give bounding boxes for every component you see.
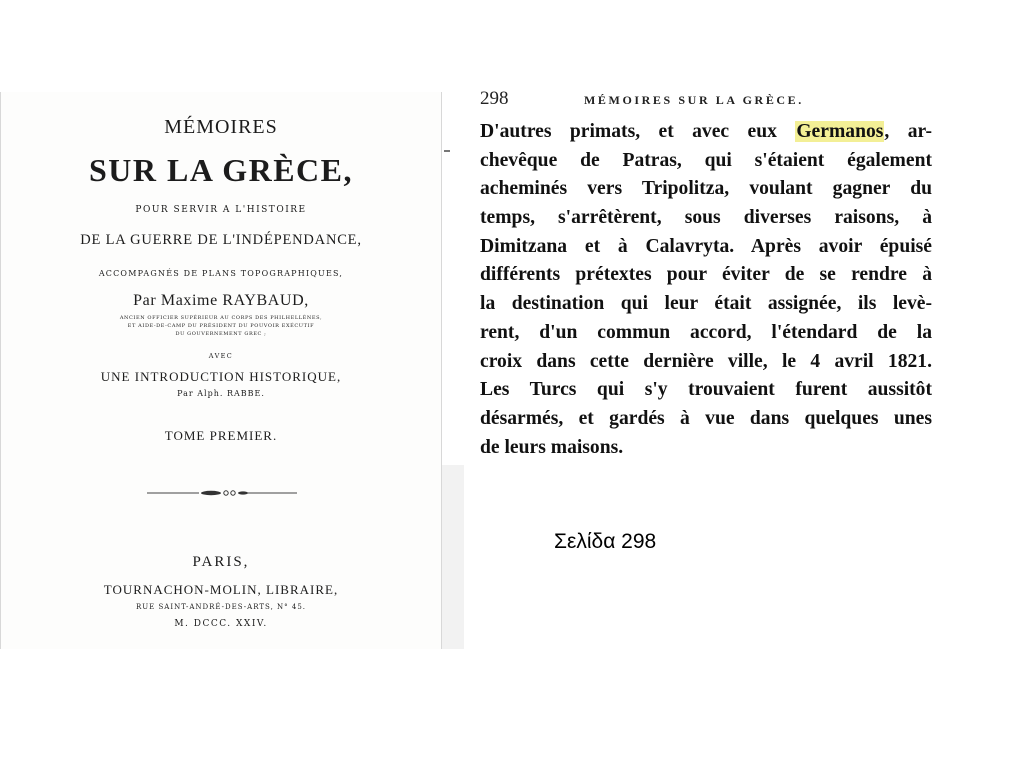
author-credentials-line: ANCIEN OFFICIER SUPÉRIEUR AU CORPS DES PHILHELLÈNES,: [119, 315, 323, 321]
text-line: rent, d'un commun accord, l'étendard de la: [480, 321, 932, 343]
page-number: 298: [480, 88, 509, 109]
imprint-publisher: TOURNACHON-MOLIN, LIBRAIRE,: [103, 582, 339, 597]
highlighted-word: Germanos: [796, 121, 884, 142]
title-page-scan: [0, 92, 442, 649]
volume-line: TOME PREMIER.: [164, 428, 278, 443]
text-line: Dimitzana et à Calavryta. Après avoir épuisé: [480, 235, 932, 257]
text-line: différents prétextes pour éviter de se rendre à: [480, 264, 932, 286]
subtitle-line-war: DE LA GUERRE DE L'INDÉPENDANCE,: [80, 232, 362, 248]
page-caption: Σελίδα 298: [554, 530, 657, 553]
text-line: la destination qui leur était assignée, ils levè-: [480, 293, 932, 315]
body-text: [480, 118, 932, 462]
text-line: [480, 118, 932, 147]
introduction-author-line: Par Alph. RABBE.: [177, 389, 265, 398]
title-line-memoires: MÉMOIRES: [164, 116, 278, 138]
author-credentials-line: ET AIDE-DE-CAMP DU PRÉSIDENT DU POUVOIR EXÉCUTIF: [127, 323, 315, 329]
text-line-end: , ar-: [884, 121, 932, 142]
imprint-address: RUE SAINT-ANDRÉ-DES-ARTS, N° 45.: [135, 603, 307, 611]
author-credentials: [1, 314, 441, 338]
text-line: croix dans cette dernière ville, le 4 avril 1821.: [480, 350, 932, 372]
scan-gutter: [442, 465, 464, 649]
text-line: Les Turcs qui s'y trouvaient furent aussitôt: [480, 379, 932, 401]
author-credentials-line: DU GOUVERNEMENT GREC ;: [175, 331, 267, 337]
subtitle-line-purpose: POUR SERVIR A L'HISTOIRE: [135, 205, 307, 215]
title-line-main: SUR LA GRÈCE,: [89, 152, 353, 188]
introduction-line: UNE INTRODUCTION HISTORIQUE,: [100, 369, 342, 384]
running-title: MÉMOIRES SUR LA GRÈCE.: [584, 93, 804, 107]
imprint-city: PARIS,: [192, 554, 250, 570]
ornament-divider-icon: [147, 490, 297, 496]
text-line: désarmés, et gardés à vue dans quelques unes: [480, 407, 932, 429]
author-line: Par Maxime RAYBAUD,: [133, 292, 309, 309]
margin-mark: [444, 150, 450, 152]
running-head: [480, 88, 940, 110]
avec-line: AVEC: [208, 352, 234, 360]
text-page-scan: [464, 78, 944, 468]
text-line: acheminés vers Tripolitza, voulant gagner du: [480, 178, 932, 200]
text-line: chevêque de Patras, qui s'étaient également: [480, 149, 932, 171]
subtitle-line-plans: ACCOMPAGNÉS DE PLANS TOPOGRAPHIQUES,: [98, 269, 344, 278]
imprint-year: M. DCCC. XXIV.: [174, 619, 268, 629]
text-line: temps, s'arrêtèrent, sous diverses raisons, à: [480, 207, 932, 229]
text-line: de leurs maisons.: [480, 436, 624, 458]
text-line-start: D'autres primats, et avec eux: [480, 121, 796, 142]
